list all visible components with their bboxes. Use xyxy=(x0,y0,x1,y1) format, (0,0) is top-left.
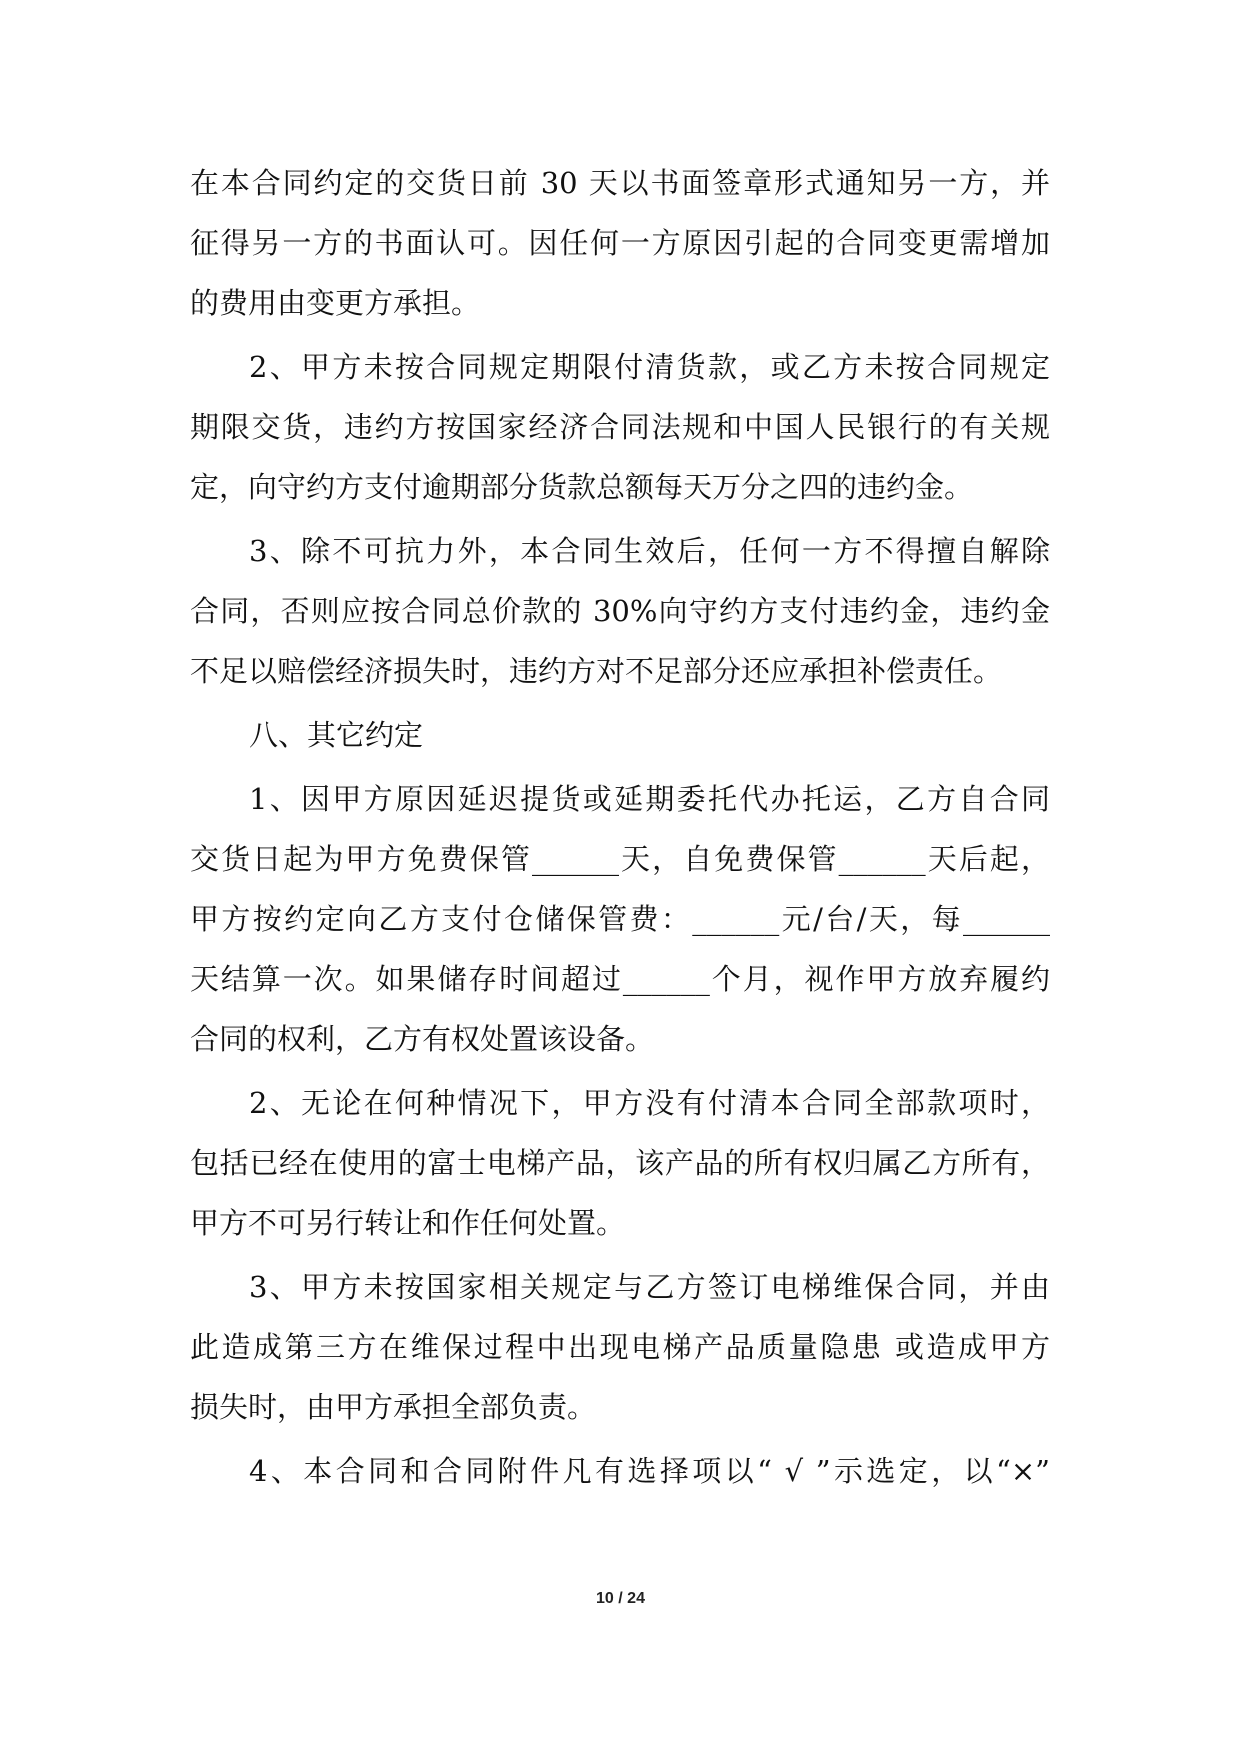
text-line: 征得另一方的书面认可。因任何一方原因引起的合同变更需增加 xyxy=(190,226,1050,260)
text-line: 甲方不可另行转让和作任何处置。 xyxy=(190,1206,626,1240)
text-line: 在本合同约定的交货日前 30 天以书面签章形式通知另一方，并 xyxy=(190,166,1050,200)
text-line: 2、无论在何种情况下，甲方没有付清本合同全部款项时， xyxy=(249,1086,1050,1120)
text-line: 的费用由变更方承担。 xyxy=(190,286,481,320)
text-line: 天结算一次。如果储存时间超过______个月，视作甲方放弃履约 xyxy=(190,962,1050,996)
page-number: 10 / 24 xyxy=(596,1590,645,1607)
text-line: 交货日起为甲方免费保管______天，自免费保管______天后起， xyxy=(190,842,1050,876)
text-line: 定，向守约方支付逾期部分货款总额每天万分之四的违约金。 xyxy=(190,470,974,504)
text-line: 甲方按约定向乙方支付仓储保管费：______元/台/天，每______ xyxy=(190,902,1050,936)
text-line: 不足以赔偿经济损失时，违约方对不足部分还应承担补偿责任。 xyxy=(190,654,1003,688)
text-line: 合同，否则应按合同总价款的 30%向守约方支付违约金，违约金 xyxy=(190,594,1050,628)
text-line: 3、除不可抗力外，本合同生效后，任何一方不得擅自解除 xyxy=(249,534,1050,568)
text-line: 损失时，由甲方承担全部负责。 xyxy=(190,1390,597,1424)
text-line: 4、本合同和合同附件凡有选择项以“ √ ”示选定，以“×” xyxy=(249,1454,1050,1488)
text-line: 2、甲方未按合同规定期限付清货款，或乙方未按合同规定 xyxy=(249,350,1050,384)
section-heading: 八、其它约定 xyxy=(249,718,424,752)
text-line: 期限交货，违约方按国家经济合同法规和中国人民银行的有关规 xyxy=(190,410,1050,444)
text-line: 合同的权利，乙方有权处置该设备。 xyxy=(190,1022,655,1056)
text-line: 3、甲方未按国家相关规定与乙方签订电梯维保合同，并由 xyxy=(249,1270,1050,1304)
text-line: 此造成第三方在维保过程中出现电梯产品质量隐患 或造成甲方 xyxy=(190,1330,1050,1364)
text-line: 包括已经在使用的富士电梯产品，该产品的所有权归属乙方所有， xyxy=(190,1146,1050,1180)
text-line: 1、因甲方原因延迟提货或延期委托代办托运，乙方自合同 xyxy=(249,782,1050,816)
